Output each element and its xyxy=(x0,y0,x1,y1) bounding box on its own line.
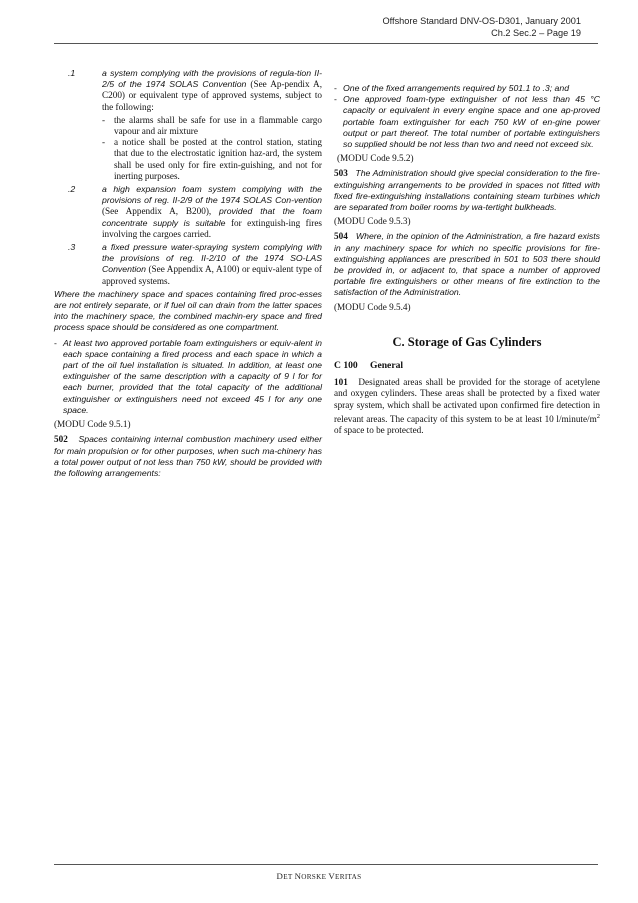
paragraph-text: Spaces containing internal combustion machinery used either for main propulsion or for other purposes, when such ma-chinery has a total power output of not less than 750 kW, should be provided with the following arrangements: xyxy=(54,434,322,478)
modu-code-ref: (MODU Code 9.5.3) xyxy=(334,216,411,227)
footer-initial: N xyxy=(294,871,302,881)
footer-rule xyxy=(54,864,598,865)
left-column xyxy=(54,68,322,479)
item-text-italic: provided that the foam concentrate supply is suitable xyxy=(102,206,322,228)
section-title: C. Storage of Gas Cylinders xyxy=(392,334,542,349)
footer-initial: D xyxy=(276,871,284,881)
item-text: (See Ap-pendix A, C200) or equivalent type of approved systems, subject to the following: xyxy=(102,79,322,112)
modu-code-ref: (MODU Code 9.5.4) xyxy=(334,301,411,312)
paragraph-101 xyxy=(334,377,600,436)
paragraph-combined-space: Where the machinery space and spaces containing fired proc-esses are not entirely separate, or if fuel oil can drain from the latter spaces into the machinery space, the combined machin-ery space and fired process space should be considered as one compartment. xyxy=(54,288,322,333)
right-column xyxy=(334,68,600,436)
list-item-2 xyxy=(54,184,322,240)
paragraph-text: Where, in the opinion of the Administration, a fire hazard exists in any machinery space for which no specific provisions for fire-extinguishing appliances are prescribed in 501 to 503 there should be provided in, or adjacent to, that space a number of approved portable fire extinguishers or other means of fire extinction to the satisfaction of the Administration. xyxy=(334,231,600,298)
sub-item-text: the alarms shall be safe for use in a flammable cargo vapour and air mixture xyxy=(114,114,322,137)
list-item-3 xyxy=(54,242,322,287)
subsection-code: C 100 xyxy=(334,360,358,372)
bullet-item: - At least two approved portable foam extinguishers or equiv-alent in each space containing a fired process and each space in which a part of the oil fuel installation is situated. In addition, at least one extinguisher of the same description with a capacity of 9 l for for each burner, provided that the total capacity of the additional extinguisher or extinguishers need not exceed 45 l for any one space. xyxy=(54,337,322,415)
sub-item: - the alarms shall be safe for use in a flammable cargo vapour and air mixture xyxy=(102,114,322,137)
paragraph-text: The Administration should give special consideration to the fire-extinguishing arrangements to be provided in spaces not fitted with fixed fire-extinguishing installations containing steam turbines which are separated from boiler rooms by wa-tertight bulkheads. xyxy=(334,168,600,213)
paragraph-504 xyxy=(334,231,600,298)
bullet-item: - One approved foam-type extinguisher of not less than 45 °C capacity or equivalent in every engine space and one ap-proved portable foam extinguisher for each 750 kW of en-gine power output or part thereof. The total number of portable extinguishers so supplied should be not less than two and need not exceed six. xyxy=(334,94,600,150)
footer-smallcaps: ET xyxy=(283,873,295,881)
paragraph-number: 502 xyxy=(54,434,68,445)
sub-item: - a notice shall be posted at the control station, stating that due to the electrostatic ignition haz-ard, the system shall be used only for fire extin-guishing, and not for inerting purposes. xyxy=(102,137,322,181)
item-text: (See Appendix A, B200), xyxy=(102,206,219,217)
header-page-line: Ch.2 Sec.2 – Page 19 xyxy=(491,28,581,38)
paragraph-503 xyxy=(334,168,600,213)
header-standard-line: Offshore Standard DNV-OS-D301, January 2001 xyxy=(382,16,581,26)
paragraph-number: 503 xyxy=(334,168,348,179)
sub-item-text: a notice shall be posted at the control station, stating that due to the electrostatic ignition haz-ard, the system shall be used only for fire extin-guishing, and not for inerting purposes. xyxy=(114,137,322,181)
subsection-title: General xyxy=(370,360,404,372)
bullet-text: One of the fixed arrangements required by 501.1 to .3; and xyxy=(343,83,570,93)
running-footer xyxy=(0,871,638,881)
paragraph-number: 101 xyxy=(334,377,348,388)
item-number: .1 xyxy=(68,68,76,78)
paragraph-number: 504 xyxy=(334,231,348,242)
paragraph-text: Designated areas shall be provided for the storage of acetylene and oxygen cylinders. These areas shall be protected by a fixed water spray system, which shall be activated upon confirmed fire detection in relevant areas. The capacity of this system to be at least 10 l/minute/m xyxy=(334,377,601,424)
item-text: for extinguish-ing fires involving the cargoes carried. xyxy=(102,217,322,239)
item-text-italic: a fixed pressure water-spraying system complying with the provisions of reg. II-2/10 of the 1974 SO-LAS Convention xyxy=(102,242,322,275)
item-number: .2 xyxy=(68,184,76,195)
footer-smallcaps: ORSKE xyxy=(301,873,329,881)
item-text-italic: a system complying with the provisions of regula-tion II-2/5 of the 1974 SOLAS Convention xyxy=(102,68,322,90)
item-number: .3 xyxy=(68,242,76,253)
modu-code-ref: (MODU Code 9.5.2) xyxy=(337,153,414,164)
item-text: (See Appendix A, A100) or equiv-alent type of approved systems. xyxy=(102,264,322,286)
footer-smallcaps: ERITAS xyxy=(335,873,362,881)
superscript: 2 xyxy=(596,412,600,420)
list-item-1 xyxy=(54,68,322,113)
bullet-text: At least two approved portable foam extinguishers or equiv-alent in each space containing a fired process and each space in which a part of the oil fuel installation is situated. In addition, at least one extinguisher of the same description with a capacity of 9 l for for each burner, provided that the total capacity of the additional extinguisher or extinguishers need not exceed 45 l for any one space. xyxy=(63,337,322,415)
paragraph-text-end: of space to be protected. xyxy=(334,425,424,436)
paragraph-502 xyxy=(54,434,322,479)
bullet-text: One approved foam-type extinguisher of not less than 45 °C capacity or equivalent in every engine space and one ap-proved portable foam extinguisher for each 750 kW of en-gine power output or part thereof. The total number of portable extinguishers so supplied should be not less than two and need not exceed six. xyxy=(343,94,600,150)
running-header xyxy=(383,15,582,39)
modu-code-ref: (MODU Code 9.5.1) xyxy=(54,419,131,430)
header-rule xyxy=(54,43,598,44)
subsection-heading xyxy=(334,360,600,371)
footer-initial: V xyxy=(328,871,336,881)
item-text-italic: a high expansion foam system complying with the provisions of reg. II-2/9 of the 1974 SOLAS Con-vention xyxy=(102,184,322,206)
bullet-item: - One of the fixed arrangements required by 501.1 to .3; and xyxy=(334,83,600,94)
